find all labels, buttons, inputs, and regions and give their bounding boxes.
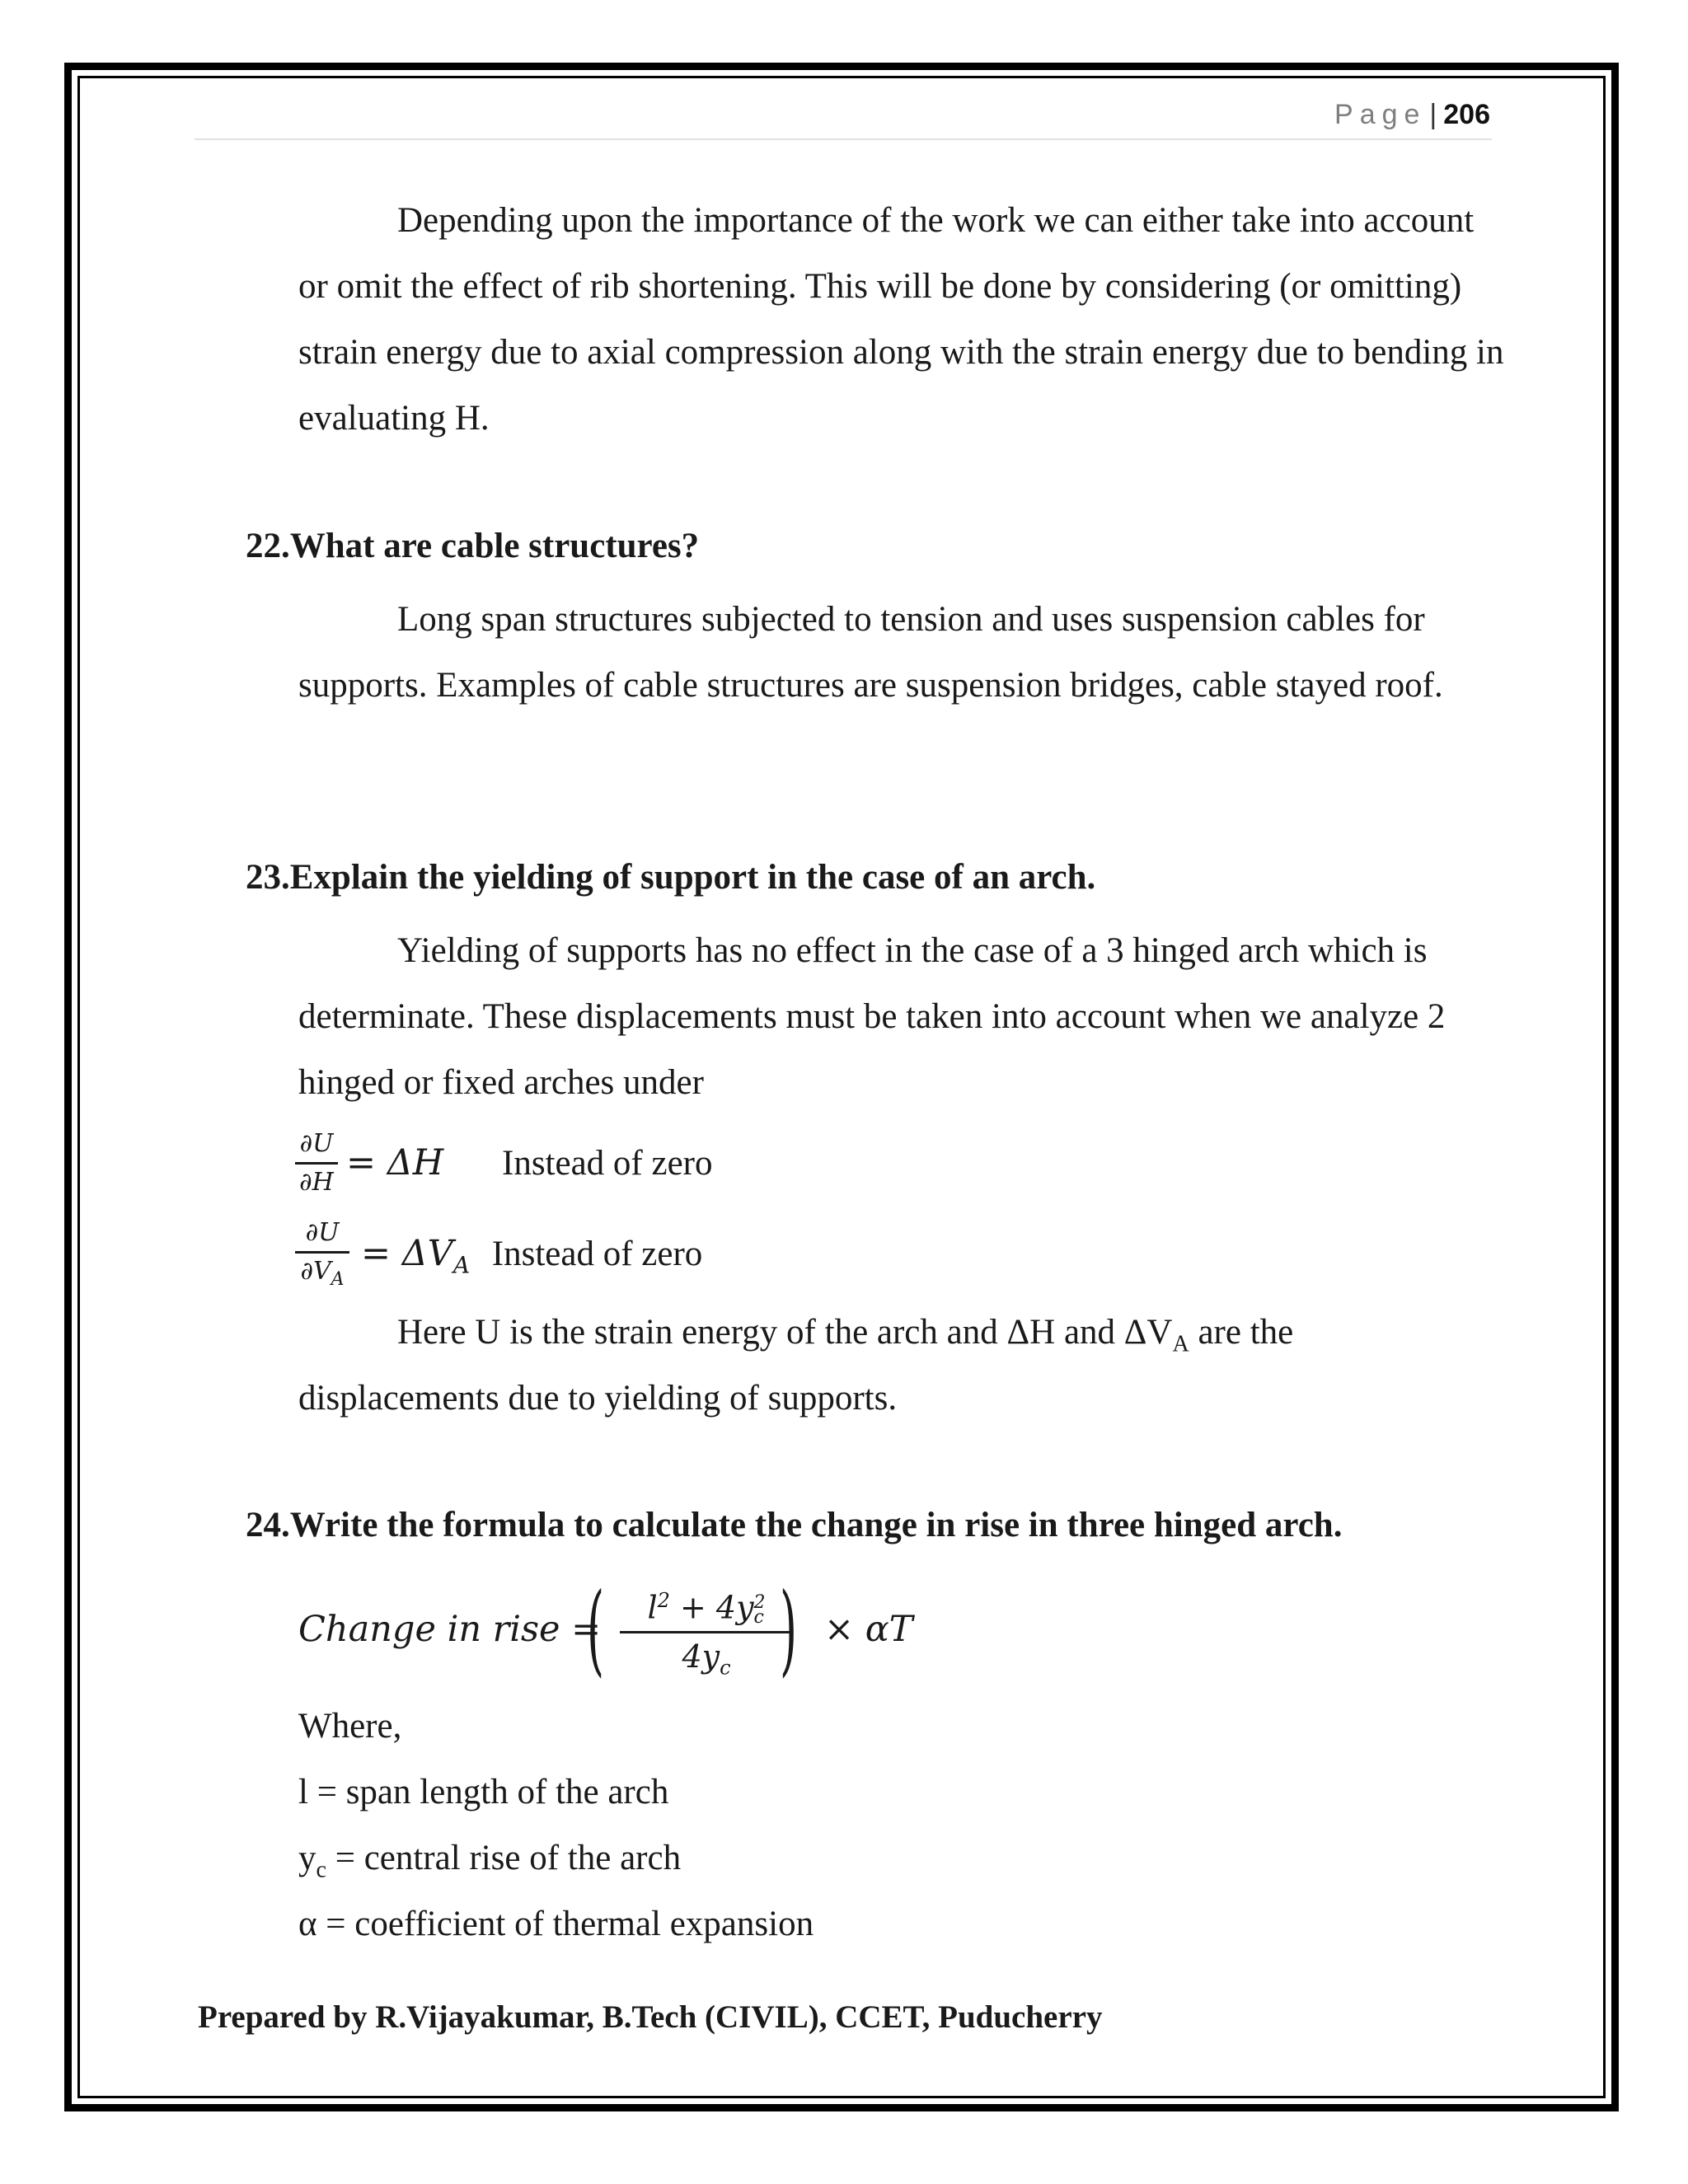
equation-2 — [361, 1233, 702, 1279]
question-22-answer: Long span structures subjected to tension and uses suspension cables for supports. Examples of cable structures are suspension bridges, cable stayed roof. — [298, 600, 1443, 705]
equation-2-fraction — [295, 1218, 349, 1295]
fraction-bar — [295, 1162, 338, 1165]
numerator-y-subscript: c — [753, 1607, 764, 1629]
header-divider — [195, 138, 1492, 140]
definition-span-length: l = span length of the arch — [298, 1773, 669, 1811]
formula-lhs: Change in rise = — [298, 1609, 602, 1650]
page-number: 206 — [1443, 99, 1490, 130]
equation-2-denominator-subscript: A — [331, 1269, 345, 1290]
definition-thermal-coefficient: α = coefficient of thermal expansion — [298, 1905, 814, 1943]
formula-rhs-wrapper — [824, 1609, 912, 1650]
equation-1-note: Instead of zero — [502, 1144, 713, 1183]
equation-2-denominator: ∂V — [300, 1257, 331, 1286]
explanation-text-a: Here U is the strain energy of the arch and ΔH and ΔV — [397, 1313, 1173, 1352]
question-23-heading: 23.Explain the yielding of support in the case of an arch. — [246, 858, 1096, 897]
equation-1-rhs: = ΔH — [346, 1142, 444, 1183]
central-rise-subscript: c — [316, 1857, 326, 1883]
change-in-rise-formula — [298, 1609, 601, 1650]
equation-2-note: Instead of zero — [491, 1235, 703, 1273]
formula-fraction — [620, 1581, 793, 1687]
question-23-explanation — [397, 1312, 1293, 1358]
central-rise-text: = central rise of the arch — [326, 1839, 682, 1877]
question-22-heading: 22.What are cable structures? — [246, 527, 700, 565]
equation-1-denominator: ∂H — [299, 1168, 334, 1197]
formula-numerator — [620, 1581, 793, 1628]
fraction-bar — [620, 1631, 793, 1633]
central-rise-symbol: y — [298, 1839, 316, 1877]
page-label: Page — [1334, 99, 1427, 130]
question-23-explanation-line2: displacements due to yielding of supports. — [298, 1379, 898, 1418]
explanation-text-b: are the — [1189, 1313, 1294, 1352]
formula-denominator — [620, 1637, 793, 1688]
equation-2-numerator: ∂U — [305, 1218, 340, 1247]
page-footer: Prepared by R.Vijayakumar, B.Tech (CIVIL), CCET, Puducherry — [198, 1999, 1103, 2035]
numerator-y-exponent: 2 — [753, 1592, 766, 1614]
equation-1-fraction — [295, 1129, 338, 1197]
denominator-4y: 4y — [682, 1638, 720, 1675]
question-23-answer: Yielding of supports has no effect in the case of a 3 hinged arch which is determinate. These displacements must be taken into account when we analyze 2 hinged or fixed arches under — [298, 931, 1446, 1102]
where-label: Where, — [298, 1707, 402, 1746]
page-header — [1334, 99, 1490, 131]
denominator-subscript: c — [720, 1656, 731, 1680]
left-parenthesis: ( — [587, 1572, 605, 1687]
question-24-heading: 24.Write the formula to calculate the change in rise in three hinged arch. — [246, 1506, 1343, 1544]
equation-1-numerator: ∂U — [299, 1129, 334, 1158]
intro-paragraph: Depending upon the importance of the work we can either take into account or omit the effect of rib shortening. This will be done by considering (or omitting) strain energy due to axial compression along with the strain energy due to bending in evaluating H. — [298, 201, 1504, 438]
numerator-l-exponent: 2 — [657, 1589, 670, 1612]
right-parenthesis: ) — [780, 1572, 798, 1687]
equation-2-rhs-subscript: A — [452, 1251, 471, 1279]
equation-2-rhs: = ΔV — [361, 1233, 453, 1274]
numerator-mid: + 4y — [669, 1589, 754, 1626]
equation-1 — [346, 1142, 712, 1183]
explanation-subscript: A — [1172, 1331, 1189, 1357]
numerator-l: l — [647, 1589, 658, 1626]
fraction-bar — [295, 1251, 349, 1254]
definition-central-rise — [298, 1838, 681, 1884]
formula-rhs: × αT — [824, 1609, 913, 1650]
page-separator: | — [1429, 99, 1437, 130]
